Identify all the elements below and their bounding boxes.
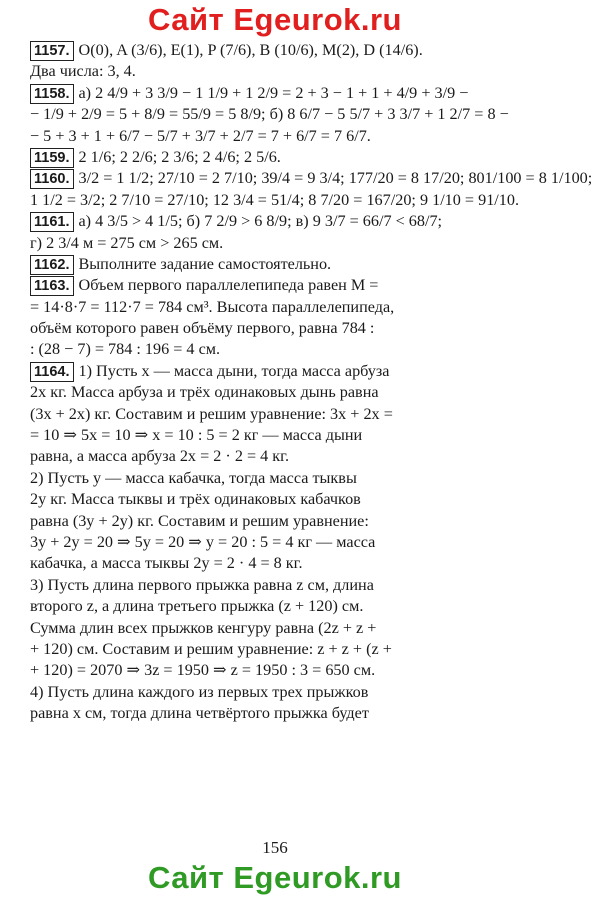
problem-1163 xyxy=(30,275,530,361)
problem-1160 xyxy=(30,168,592,211)
problem-text-line: кабачка, а масса тыквы 2y = 2 · 4 = 8 кг. xyxy=(30,554,303,573)
problem-text-line: г) 2 3/4 м = 275 см > 265 см. xyxy=(30,233,224,252)
problem-text-line: Сумма длин всех прыжков кенгуру равна (2z + z + xyxy=(30,618,377,637)
problem-text-line: 3y + 2y = 20 ⇒ 5y = 20 ⇒ y = 20 : 5 = 4 кг — масса xyxy=(30,532,376,551)
problem-text-line: + 120) = 2070 ⇒ 3z = 1950 ⇒ z = 1950 : 3 = 650 см. xyxy=(30,661,376,680)
problem-number: 1157. xyxy=(30,41,74,61)
problem-text-line: равна, а масса арбуза 2x = 2 · 2 = 4 кг. xyxy=(30,447,289,466)
problem-text-line: равна x см, тогда длина четвёртого прыжка будет xyxy=(30,704,369,723)
problem-text-line: 2) Пусть y — масса кабачка, тогда масса тыквы xyxy=(30,468,357,487)
problem-text-line: Выполните задание самостоятельно. xyxy=(78,254,332,273)
problem-text-line: + 120) см. Составим и решим уравнение: z + z + (z + xyxy=(30,639,392,658)
problem-number: 1160. xyxy=(30,169,74,189)
problem-text-line: Два числа: 3, 4. xyxy=(30,62,136,81)
problem-text-line: а) 4 3/5 > 4 1/5; б) 7 2/9 > 6 8/9; в) 9 3/7 = 66/7 < 68/7; xyxy=(78,212,443,231)
problem-text-line: : (28 − 7) = 784 : 196 = 4 см. xyxy=(30,340,221,359)
watermark-bottom: Сайт Egeurok.ru xyxy=(147,860,402,895)
problem-1158 xyxy=(30,83,530,147)
problem-text-line: Объем первого параллелепипеда равен M = xyxy=(78,276,379,295)
problem-text-line: второго z, а длина третьего прыжка (z + 120) см. xyxy=(30,597,364,616)
problem-number: 1161. xyxy=(30,212,74,232)
problem-1161 xyxy=(30,211,530,254)
problem-text-line: объём которого равен объёму первого, равна 784 : xyxy=(30,319,375,338)
problem-text-line: 4) Пусть длина каждого из первых трех прыжков xyxy=(30,682,369,701)
problem-text-line: 3) Пусть длина первого прыжка равна z см, длина xyxy=(30,575,374,594)
problem-1159 xyxy=(30,147,530,168)
problem-1157 xyxy=(30,40,530,83)
problem-number: 1162. xyxy=(30,255,74,275)
problem-text-line: = 14·8·7 = 112·7 = 784 см³. Высота параллелепипеда, xyxy=(30,297,395,316)
problem-text-line: = 10 ⇒ 5x = 10 ⇒ x = 10 : 5 = 2 кг — масса дыни xyxy=(30,426,363,445)
problem-text-line: 2 1/6; 2 2/6; 2 3/6; 2 4/6; 2 5/6. xyxy=(78,147,281,166)
problem-number: 1158. xyxy=(30,84,74,104)
watermark-top: Сайт Egeurok.ru xyxy=(147,2,402,37)
problem-text-line: равна (3y + 2y) кг. Составим и решим уравнение: xyxy=(30,511,369,530)
problem-text-line: а) 2 4/9 + 3 3/9 − 1 1/9 + 1 2/9 = 2 + 3 − 1 + 1 + 4/9 + 3/9 − xyxy=(78,83,469,102)
problem-text-line: − 1/9 + 2/9 = 5 + 8/9 = 55/9 = 5 8/9; б) 8 6/7 − 5 5/7 + 3 3/7 + 1 2/7 = 8 − xyxy=(30,105,509,124)
problem-1162 xyxy=(30,254,530,275)
problem-text-line: O(0), A (3/6), E(1), P (7/6), B (10/6), M(2), D (14/6). xyxy=(78,41,423,59)
problem-text-line: 1) Пусть x — масса дыни, тогда масса арбуза xyxy=(78,361,390,380)
problem-text-line: 2y кг. Масса тыквы и трёх одинаковых кабачков xyxy=(30,490,361,509)
problem-text-line: 1 1/2 = 3/2; 2 7/10 = 27/10; 12 3/4 = 51/4; 8 7/20 = 167/20; 9 1/10 = 91/10. xyxy=(30,190,520,209)
page-number: 156 xyxy=(262,838,288,857)
problem-text-line: 3/2 = 1 1/2; 27/10 = 2 7/10; 39/4 = 9 3/4; 177/20 = 8 17/20; 801/100 = 8 1/100; xyxy=(78,169,592,188)
problem-number: 1159. xyxy=(30,148,74,168)
textbook-page xyxy=(30,40,592,725)
problem-text-line: (3x + 2x) кг. Составим и решим уравнение: 3x + 2x = xyxy=(30,404,393,423)
problem-text-line: − 5 + 3 + 1 + 6/7 − 5/7 + 3/7 + 2/7 = 7 + 6/7 = 7 6/7. xyxy=(30,126,371,145)
problem-text-line: 2x кг. Масса арбуза и трёх одинаковых дынь равна xyxy=(30,383,379,402)
problem-1164 xyxy=(30,361,530,725)
problem-number: 1163. xyxy=(30,276,74,296)
problem-number: 1164. xyxy=(30,362,74,382)
